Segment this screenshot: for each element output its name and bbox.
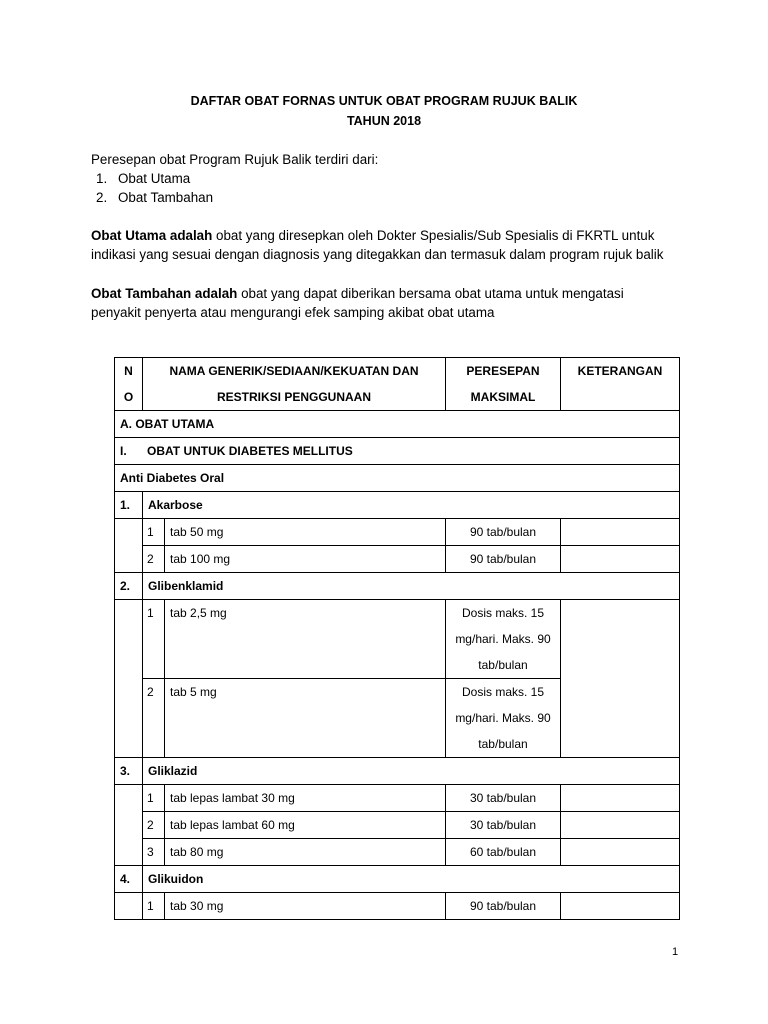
header-nama: NAMA GENERIK/SEDIAAN/KEKUATAN DAN RESTRIKSI PENGGUNAAN [143,358,446,411]
drug-type-list [96,169,213,207]
page-number: 1 [672,946,679,958]
table-row: 1 tab lepas lambat 30 mg 30 tab/bulan [115,785,680,812]
table-row: 1. Akarbose [115,492,680,519]
table-row: 1 tab 2,5 mg Dosis maks. 15 mg/hari. Maks. 90 tab/bulan [115,600,680,679]
table-header [115,358,680,411]
table-row: 1 tab 50 mg 90 tab/bulan [115,519,680,546]
group-row: I. OBAT UNTUK DIABETES MELLITUS [115,438,680,465]
intro-text: Peresepan obat Program Rujuk Balik terdiri dari: [91,152,379,167]
document-title: DAFTAR OBAT FORNAS UNTUK OBAT PROGRAM RUJUK BALIK [190,94,578,108]
list-item: 1. Obat Utama [96,171,191,186]
header-peresepan: PERESEPAN MAKSIMAL [446,358,561,411]
table-row: 2 tab 100 mg 90 tab/bulan [115,546,680,573]
header-no: N O [115,358,143,411]
document-year: TAHUN 2018 [346,114,422,128]
table-row: 2 tab 5 mg Dosis maks. 15 mg/hari. Maks. 90 tab/bulan [115,679,680,758]
section-row: A. OBAT UTAMA [115,411,680,438]
list-item: 2. Obat Tambahan [96,190,214,205]
obat-utama-definition: Obat Utama adalah obat yang diresepkan oleh Dokter Spesialis/Sub Spesialis di FKRTL untuk indikasi yang sesuai dengan diagnosis yang ditegakkan dan termasuk dalam program rujuk balik [91,228,664,262]
drug-table [114,357,680,920]
table-row: 2. Glibenklamid [115,573,680,600]
obat-tambahan-definition: Obat Tambahan adalah obat yang dapat diberikan bersama obat utama untuk mengatasi penyakit penyerta atau mengurangi efek samping akibat obat utama [91,286,624,320]
table-row: 2 tab lepas lambat 60 mg 30 tab/bulan [115,812,680,839]
table-row: 3. Gliklazid [115,758,680,785]
table-row: 3 tab 80 mg 60 tab/bulan [115,839,680,866]
table-row: 1 tab 30 mg 90 tab/bulan [115,893,680,920]
subgroup-row: Anti Diabetes Oral [115,465,680,492]
table-row: 4. Glikuidon [115,866,680,893]
header-keterangan: KETERANGAN [561,358,680,411]
